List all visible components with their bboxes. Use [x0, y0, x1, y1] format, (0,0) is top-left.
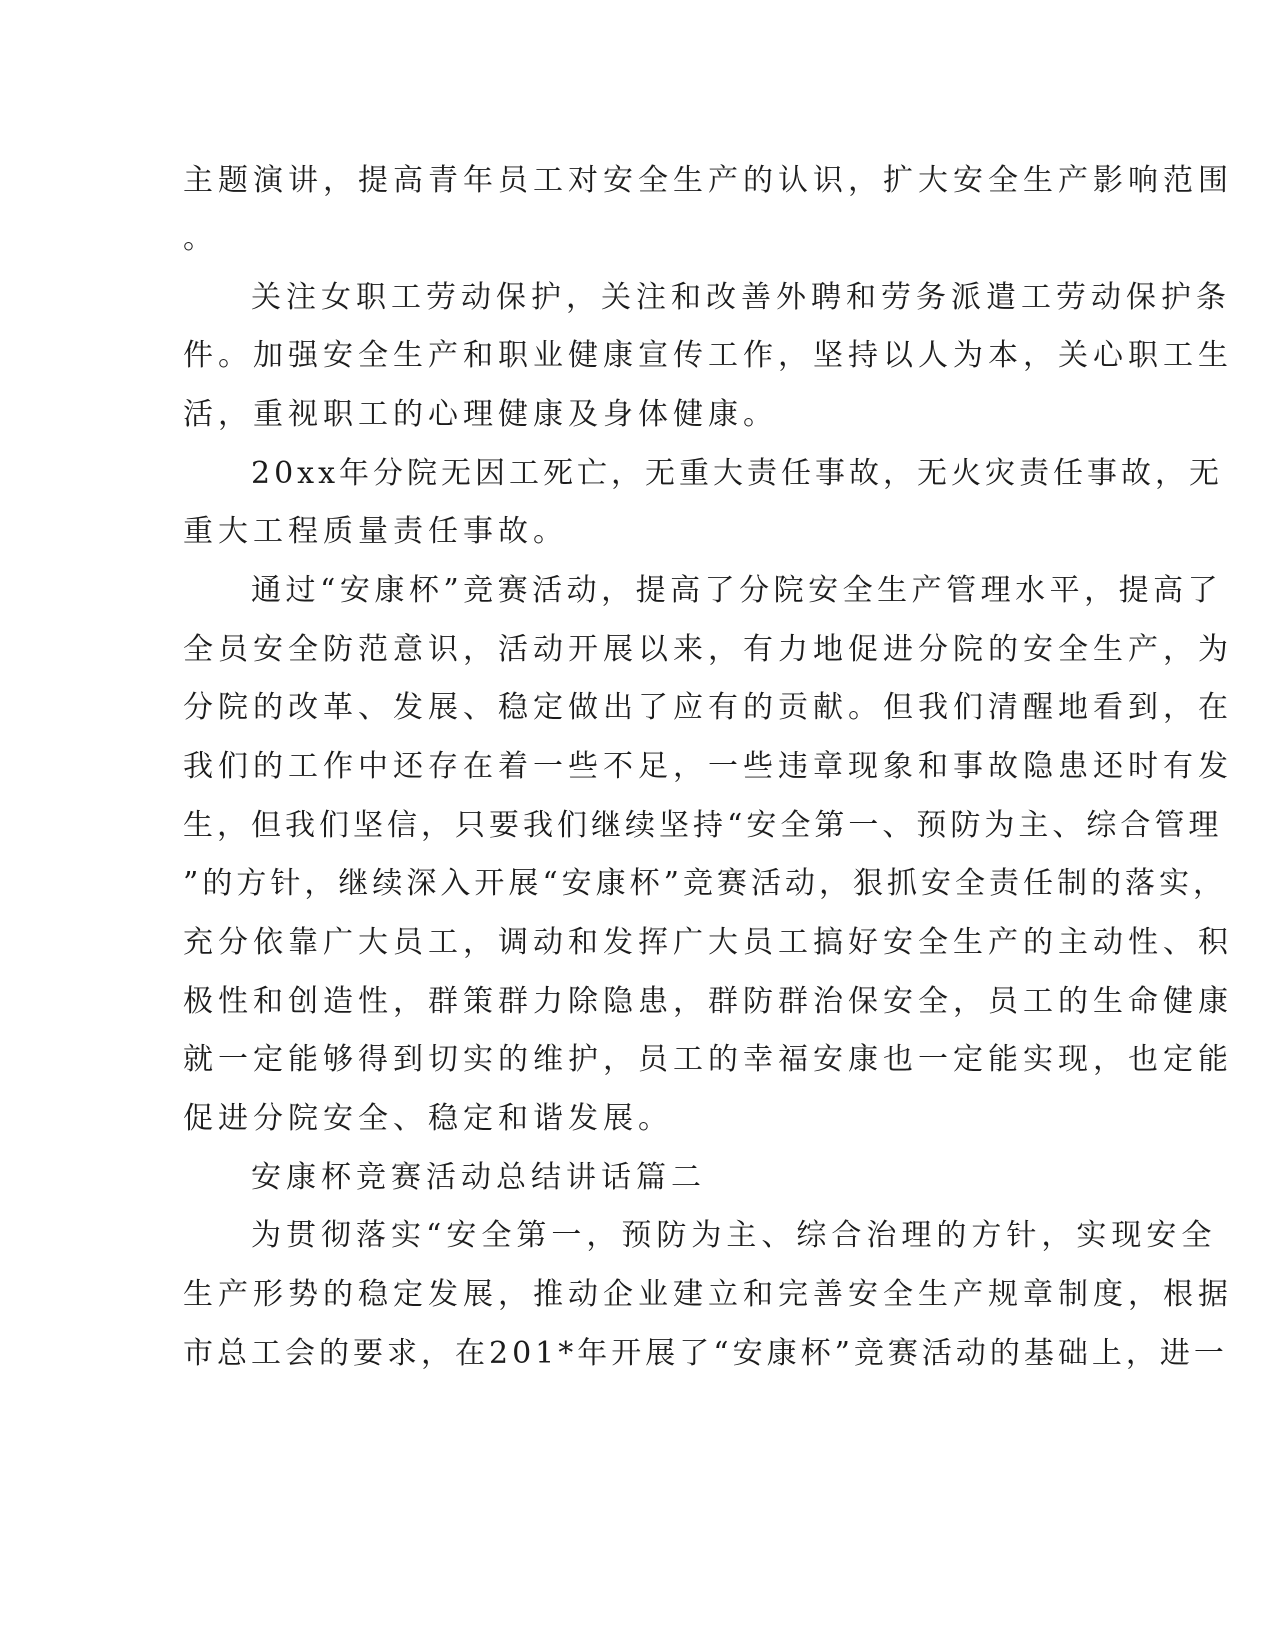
- text-line: 。: [183, 221, 218, 256]
- text-line: 生产形势的稳定发展，推动企业建立和完善安全生产规章制度，根据: [183, 1277, 1233, 1312]
- text-line: 重大工程质量责任事故。: [183, 514, 568, 549]
- text-line: 活，重视职工的心理健康及身体健康。: [183, 397, 778, 432]
- text-line: 主题演讲，提高青年员工对安全生产的认识，扩大安全生产影响范围: [183, 163, 1233, 198]
- section-heading: 安康杯竞赛活动总结讲话篇二: [251, 1160, 706, 1195]
- text-line: 极性和创造性，群策群力除隐患，群防群治保安全，员工的生命健康: [183, 984, 1233, 1019]
- paragraph-first-line: 为贯彻落实“安全第一，预防为主、综合治理的方针，实现安全: [251, 1218, 1217, 1253]
- text-line: 促进分院安全、稳定和谐发展。: [183, 1101, 673, 1136]
- text-line: 我们的工作中还存在着一些不足，一些违章现象和事故隐患还时有发: [183, 749, 1233, 784]
- text-line: 生，但我们坚信，只要我们继续坚持“安全第一、预防为主、综合管理: [183, 808, 1223, 843]
- text-line: 充分依靠广大员工，调动和发挥广大员工搞好安全生产的主动性、积: [183, 925, 1233, 960]
- paragraph-first-line: 20xx年分院无因工死亡，无重大责任事故，无火灾责任事故，无: [251, 456, 1224, 491]
- text-line: 件。加强安全生产和职业健康宣传工作，坚持以人为本，关心职工生: [183, 338, 1233, 373]
- text-line: ”的方针，继续深入开展“安康杯”竞赛活动，狠抓安全责任制的落实，: [183, 866, 1228, 901]
- paragraph-first-line: 关注女职工劳动保护，关注和改善外聘和劳务派遣工劳动保护条: [251, 280, 1231, 315]
- paragraph-first-line: 通过“安康杯”竞赛活动，提高了分院安全生产管理水平，提高了: [251, 573, 1223, 608]
- text-line: 市总工会的要求，在201*年开展了“安康杯”竞赛活动的基础上，进一: [183, 1336, 1228, 1371]
- text-line: 就一定能够得到切实的维护，员工的幸福安康也一定能实现，也定能: [183, 1042, 1233, 1077]
- text-line: 分院的改革、发展、稳定做出了应有的贡献。但我们清醒地看到，在: [183, 690, 1233, 725]
- text-line: 全员安全防范意识，活动开展以来，有力地促进分院的安全生产，为: [183, 632, 1233, 667]
